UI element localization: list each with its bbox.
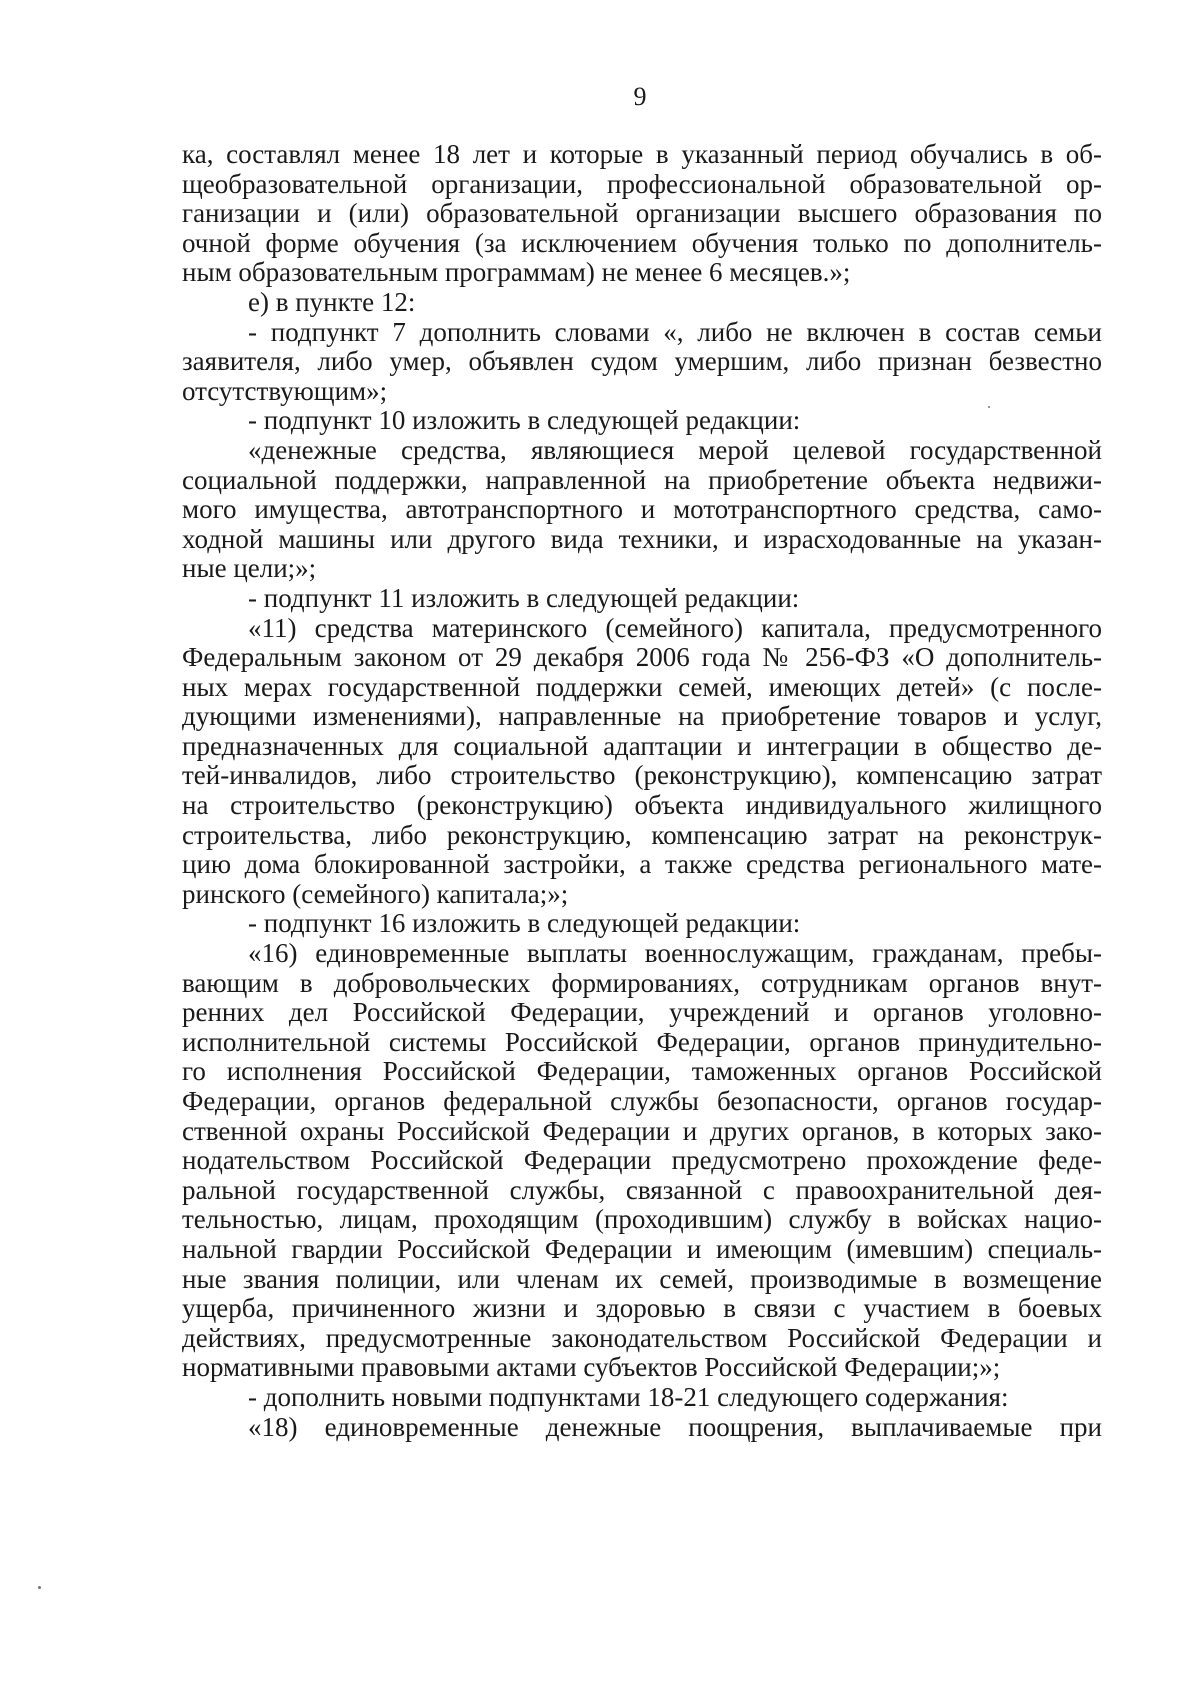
text-line: Федеральным законом от 29 декабря 2006 года № 256-ФЗ «О дополнитель- [182, 643, 1102, 673]
text-line: Федерации, органов федеральной службы безопасности, органов государ- [182, 1087, 1102, 1116]
text-line: нормативными правовыми актами субъектов Российской Федерации;»; [182, 1353, 1001, 1383]
text-line: «16) единовременные выплаты военнослужащим, гражданам, пребы- [248, 939, 1102, 969]
text-line: ные цели;»; [182, 554, 317, 584]
text-line: щеобразовательной организации, профессиональной образовательной ор- [182, 169, 1102, 199]
scan-speck [38, 1586, 41, 1589]
text-line: «11) средства материнского (семейного) капитала, предусмотренного [248, 613, 1102, 643]
text-line: «денежные средства, являющиеся мерой целевой государственной [248, 435, 1102, 465]
text-line: - дополнить новыми подпунктами 18-21 следующего содержания: [248, 1382, 1009, 1412]
text-line: - подпункт 7 дополнить словами «, либо не включен в состав семьи [248, 317, 1102, 347]
text-line: ным образовательным программам) не менее 6 месяцев.»; [182, 258, 851, 288]
text-line: го исполнения Российской Федерации, таможенных органов Российской [182, 1057, 1102, 1087]
text-line: заявителя, либо умер, объявлен судом умершим, либо признан безвестно [182, 347, 1102, 377]
text-line: вающим в добровольческих формированиях, сотрудникам органов внут- [182, 968, 1102, 998]
text-line: на строительство (реконструкцию) объекта индивидуального жилищного [182, 791, 1102, 821]
text-line: ственной охраны Российской Федерации и других органов, в которых зако- [182, 1116, 1102, 1146]
text-line: - подпункт 16 изложить в следующей редакции: [248, 909, 801, 939]
text-line: исполнительной системы Российской Федерации, органов принудительно- [182, 1027, 1102, 1057]
text-line: ущерба, причиненного жизни и здоровью в связи с участием в боевых [182, 1294, 1102, 1324]
text-line: е) в пункте 12: [248, 287, 416, 317]
text-line: ральной государственной службы, связанной с правоохранительной дея- [182, 1175, 1102, 1205]
text-line: - подпункт 11 изложить в следующей редакции: [248, 583, 800, 613]
text-line: тей-инвалидов, либо строительство (реконструкцию), компенсацию затрат [182, 761, 1102, 791]
text-line: действиях, предусмотренные законодательством Российской Федерации и [182, 1323, 1102, 1353]
text-line: ные звания полиции, или членам их семей, производимые в возмещение [182, 1264, 1102, 1294]
text-line: ринского (семейного) капитала;»; [182, 879, 569, 909]
text-line: цию дома блокированной застройки, а также средства регионального мате- [182, 850, 1102, 880]
text-line: нодательством Российской Федерации предусмотрено прохождение феде- [182, 1146, 1102, 1176]
text-line: социальной поддержки, направленной на приобретение объекта недвижи- [182, 465, 1102, 495]
text-line: - подпункт 10 изложить в следующей редакции: [248, 406, 801, 436]
text-line: ренних дел Российской Федерации, учреждений и органов уголовно- [182, 998, 1102, 1028]
text-line: строительства, либо реконструкцию, компенсацию затрат на реконструк- [182, 820, 1102, 850]
text-line: ных мерах государственной поддержки семей, имеющих детей» (с после- [182, 672, 1102, 702]
text-line: ходной машины или другого вида техники, и израсходованные на указан- [182, 524, 1102, 554]
text-line: «18) единовременные денежные поощрения, выплачиваемые при [248, 1412, 1102, 1442]
text-line: ганизации и (или) образовательной организации высшего образования по [182, 199, 1102, 229]
text-line: ка, составлял менее 18 лет и которые в указанный период обучались в об- [182, 140, 1102, 169]
text-line: очной форме обучения (за исключением обучения только по дополнитель- [182, 228, 1102, 258]
text-line: нальной гвардии Российской Федерации и имеющим (имевшим) специаль- [182, 1234, 1102, 1264]
text-line: дующими изменениями), направленные на приобретение товаров и услуг, [182, 702, 1102, 732]
text-line: тельностью, лицам, проходящим (проходившим) службу в войсках нацио- [182, 1205, 1102, 1235]
document-body [182, 140, 1102, 1442]
page-number: 9 [633, 82, 647, 111]
text-line: мого имущества, автотранспортного и мототранспортного средства, само- [182, 495, 1102, 525]
scan-speck [988, 406, 990, 408]
text-line: предназначенных для социальной адаптации и интеграции в общество де- [182, 731, 1102, 761]
text-line: отсутствующим»; [182, 376, 388, 406]
